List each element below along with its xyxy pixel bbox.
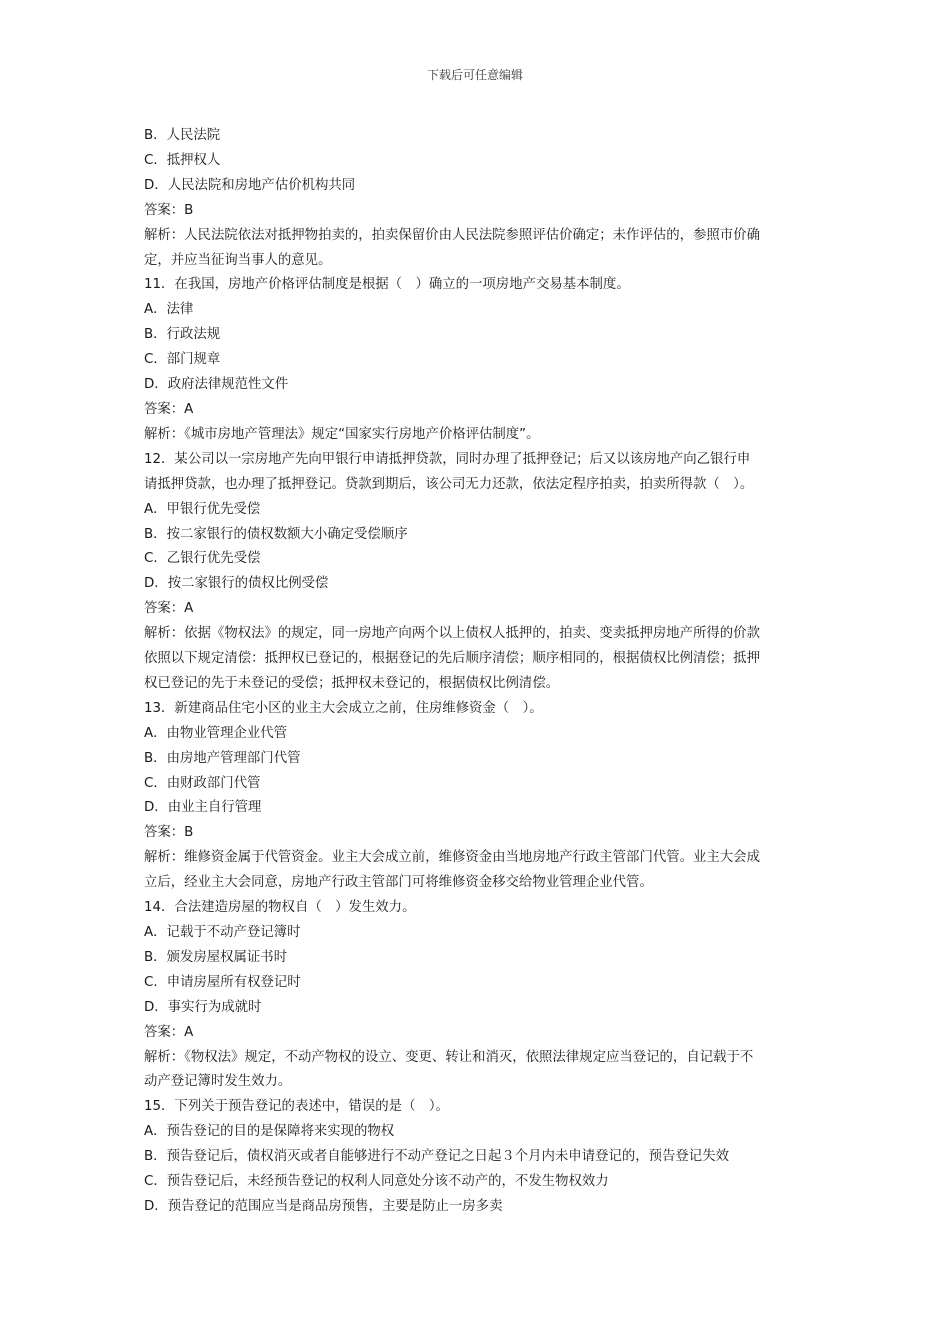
explanation: 解析：《城市房地产管理法》规定“国家实行房地产价格评估制度”。 (144, 426, 540, 442)
explanation: 依照以下规定清偿：抵押权已登记的，根据登记的先后顺序清偿；顺序相同的，根据债权比例清偿；抵押 (144, 651, 760, 667)
option-c: C．乙银行优先受偿 (144, 551, 261, 567)
option-b: B．由房地产管理部门代管 (144, 750, 301, 766)
explanation: 立后，经业主大会同意，房地产行政主管部门可将维修资金移交给物业管理企业代管。 (144, 875, 653, 891)
question-15: 15．下列关于预告登记的表述中，错误的是（ ）。 (144, 1099, 449, 1115)
answer: 答案：B (144, 202, 194, 218)
option-a: A．法律 (144, 302, 194, 318)
answer: 答案：B (144, 825, 194, 841)
option-a: A．记载于不动产登记簿时 (144, 925, 301, 940)
question-13: 13．新建商品住宅小区的业主大会成立之前，住房维修资金（ ）。 (144, 700, 543, 716)
document-body (144, 124, 808, 1220)
option-b: B．按二家银行的债权数额大小确定受偿顺序 (144, 526, 408, 542)
explanation: 解析：维修资金属于代管资金。业主大会成立前，维修资金由当地房地产行政主管部门代管。业主大会成 (144, 850, 760, 866)
answer: 答案：A (144, 401, 194, 417)
answer: 答案：A (144, 1024, 194, 1040)
option-b: B．人民法院 (144, 128, 221, 143)
question-12: 请抵押贷款，也办理了抵押登记。贷款到期后，该公司无力还款，依法定程序拍卖，拍卖所得款（ ）。 (144, 476, 754, 492)
option-c: C．抵押权人 (144, 152, 221, 168)
option-d: D．按二家银行的债权比例受偿 (144, 576, 329, 592)
option-d: D．政府法律规范性文件 (144, 377, 289, 393)
option-c: C．预告登记后，未经预告登记的权利人同意处分该不动产的，不发生物权效力 (144, 1174, 609, 1190)
option-c: C．申请房屋所有权登记时 (144, 974, 301, 990)
explanation: 解析：《物权法》规定，不动产物权的设立、变更、转让和消灭，依照法律规定应当登记的，自记载于不 (144, 1049, 754, 1065)
option-d: D．事实行为成就时 (144, 999, 262, 1015)
option-d: D．由业主自行管理 (144, 800, 262, 816)
option-b: B．预告登记后，债权消灭或者自能够进行不动产登记之日起３个月内未申请登记的，预告登记失效 (144, 1149, 729, 1165)
option-a: A．甲银行优先受偿 (144, 501, 261, 517)
explanation: 权已登记的先于未登记的受偿；抵押权未登记的，根据债权比例清偿。 (144, 675, 560, 691)
question-12: 12．某公司以一宗房地产先向甲银行申请抵押贷款，同时办理了抵押登记；后又以该房地产向乙银行申 (144, 451, 751, 467)
option-b: B．行政法规 (144, 327, 221, 343)
answer: 答案：A (144, 601, 194, 617)
question-11: 11．在我国，房地产价格评估制度是根据（ ）确立的一项房地产交易基本制度。 (144, 277, 630, 293)
option-d: D．预告登记的范围应当是商品房预售，主要是防止一房多卖 (144, 1198, 503, 1214)
explanation: 动产登记簿时发生效力。 (144, 1074, 292, 1090)
question-14: 14．合法建造房屋的物权自（ ）发生效力。 (144, 900, 416, 916)
explanation: 解析：依据《物权法》的规定，同一房地产向两个以上债权人抵押的，拍卖、变卖抵押房地产所得的价款 (144, 626, 760, 642)
explanation: 解析：人民法院依法对抵押物拍卖的，拍卖保留价由人民法院参照评估价确定；未作评估的，参照市价确 (144, 227, 760, 243)
option-d: D．人民法院和房地产估价机构共同 (144, 177, 356, 193)
option-b: B．颁发房屋权属证书时 (144, 949, 288, 965)
option-a: A．预告登记的目的是保障将来实现的物权 (144, 1124, 395, 1140)
page-header: 下载后可任意编辑 (426, 68, 523, 82)
option-a: A．由物业管理企业代管 (144, 725, 288, 741)
option-c: C．部门规章 (144, 352, 221, 368)
explanation: 定，并应当征询当事人的意见。 (144, 252, 332, 268)
option-c: C．由财政部门代管 (144, 775, 261, 791)
